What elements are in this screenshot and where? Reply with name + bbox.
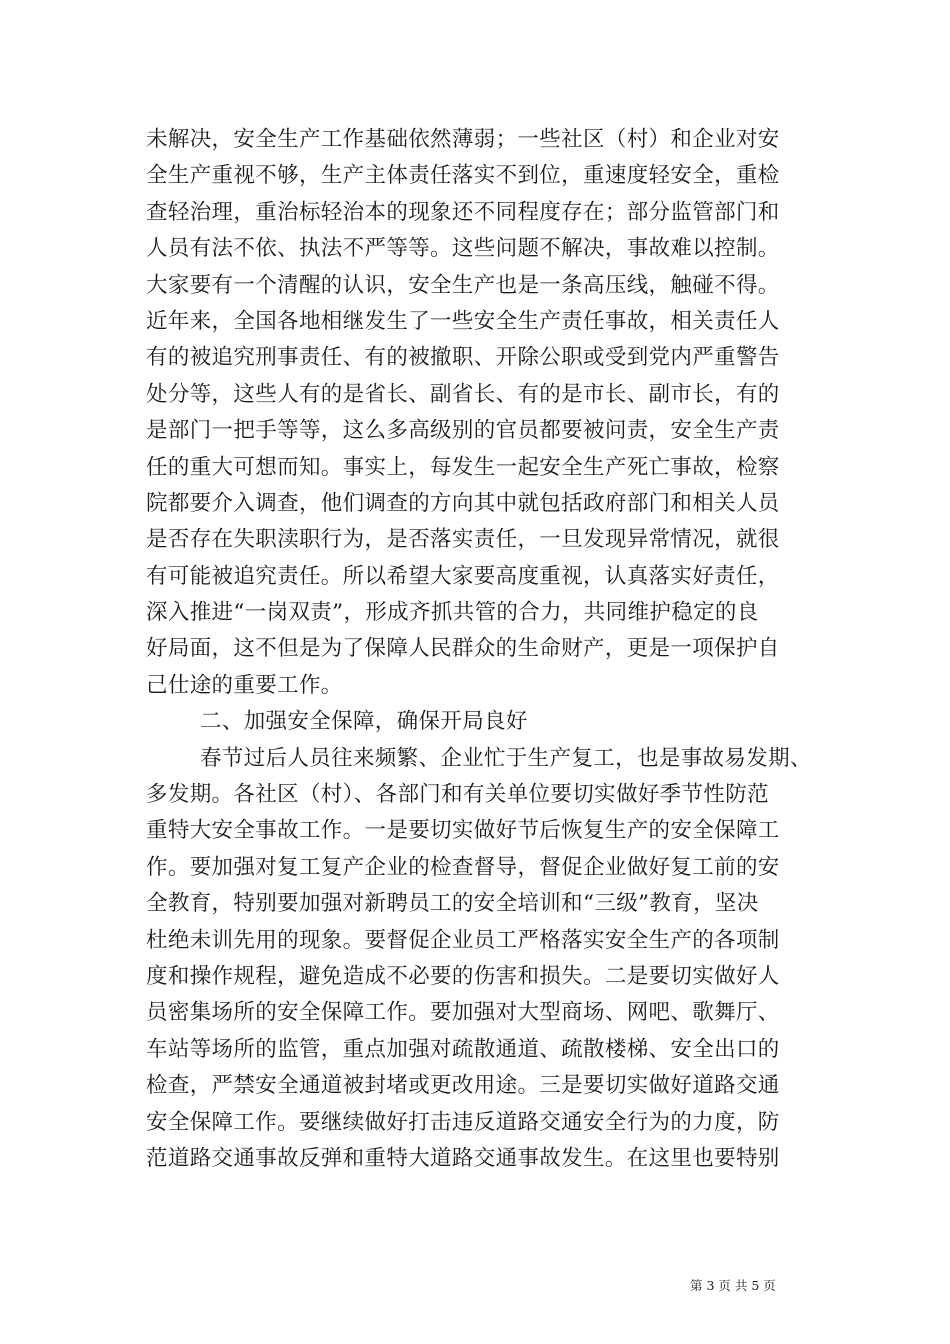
text-line: 员密集场所的安全保障工作。要加强对大型商场、网吧、歌舞厅、 [146,1000,780,1026]
text-line: 范道路交通事故反弹和重特大道路交通事故发生。在这里也要特别 [146,1145,780,1171]
text-line: 全生产重视不够，生产主体责任落实不到位，重速度轻安全，重检 [146,163,780,189]
text-line: 是否存在失职渎职行为，是否落实责任，一旦发现异常情况，就很 [146,527,780,553]
text-line: 检查，严禁安全通道被封堵或更改用途。三是要切实做好道路交通 [146,1073,780,1099]
text-line: 大家要有一个清醒的认识，安全生产也是一条高压线，触碰不得。 [146,272,780,298]
text-line: 有可能被追究责任。所以希望大家要高度重视，认真落实好责任， [146,563,780,589]
text-line: 未解决，安全生产工作基础依然薄弱；一些社区（村）和企业对安 [146,127,780,152]
text-line: 己仕途的重要工作。 [146,672,343,698]
page-number-footer: 第 3 页 共 5 页 [690,1278,776,1293]
text-line: 近年来，全国各地相继发生了一些安全生产责任事故，相关责任人 [146,308,780,334]
text-line: 有的被追究刑事责任、有的被撤职、开除公职或受到党内严重警告 [146,345,780,371]
text-line: 处分等，这些人有的是省长、副省长、有的是市长、副市长，有的 [146,381,780,407]
text-line: 查轻治理，重治标轻治本的现象还不同程度存在；部分监管部门和 [146,199,780,225]
paragraph-start-line: 春节过后人员往来频繁、企业忙于生产复工，也是事故易发期、 [200,745,812,771]
text-line: 好局面，这不但是为了保障人民群众的生命财产，更是一项保护自 [146,636,780,662]
text-line: 人员有法不依、执法不严等等。这些问题不解决，事故难以控制。 [146,236,780,262]
text-line: 院都要介入调查，他们调查的方向其中就包括政府部门和相关人员 [146,490,780,516]
text-line: 车站等场所的监管，重点加强对疏散通道、疏散楼梯、安全出口的 [146,1036,780,1062]
text-line: 任的重大可想而知。事实上，每发生一起安全生产死亡事故，检察 [146,454,780,480]
text-line: 深入推进“一岗双责”，形成齐抓共管的合力，共同维护稳定的良 [146,600,759,626]
document-body [146,122,812,1177]
text-line: 是部门一把手等等，这么多高级别的官员都要被问责，安全生产责 [146,418,780,444]
section-heading: 二、加强安全保障，确保开局良好 [200,709,528,735]
text-line: 度和操作规程，避免造成不必要的伤害和损失。二是要切实做好人 [146,963,780,989]
text-line: 全教育，特别要加强对新聘员工的安全培训和“三级”教育，坚决 [146,891,759,917]
text-line: 多发期。各社区（村）、各部门和有关单位要切实做好季节性防范 [146,782,769,808]
text-line: 作。要加强对复工复产企业的检查督导，督促企业做好复工前的安 [146,854,780,880]
text-line: 安全保障工作。要继续做好打击违反道路交通安全行为的力度，防 [146,1109,780,1135]
text-line: 杜绝未训先用的现象。要督促企业员工严格落实安全生产的各项制 [146,927,780,953]
text-line: 重特大安全事故工作。一是要切实做好节后恢复生产的安全保障工 [146,818,780,844]
